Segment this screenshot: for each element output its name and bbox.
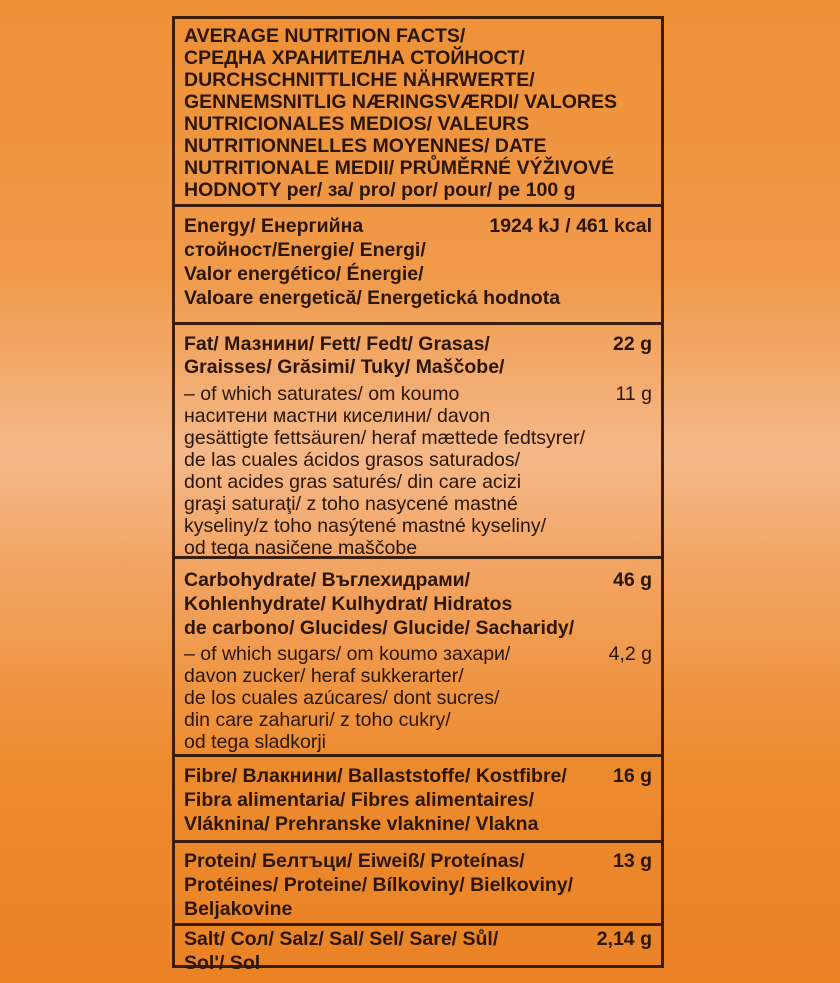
header-line: NUTRITIONNELLES MOYENNES/ DATE bbox=[184, 135, 547, 157]
header-line: СРЕДНА ХРАНИТЕЛНА СТОЙНОСТ/ bbox=[184, 47, 525, 69]
fat-label: Fat/ Мазнини/ Fett/ Fedt/ Grasas/ bbox=[184, 333, 490, 355]
fibre-value: 16 g bbox=[612, 765, 652, 787]
header-line: AVERAGE NUTRITION FACTS/ bbox=[184, 25, 466, 47]
protein-label: Protéines/ Proteine/ Bílkoviny/ Bielkoviny/ bbox=[184, 874, 574, 896]
protein-section bbox=[175, 843, 661, 926]
fat-label: Graisses/ Grăsimi/ Tuky/ Maščobe/ bbox=[184, 356, 505, 378]
salt-label: Sol'/ Sol bbox=[184, 952, 261, 974]
header-line: NUTRITIONALE MEDII/ PRŮMĚRNÉ VÝŽIVOVÉ bbox=[184, 157, 615, 179]
saturates-label: gesättigte fettsäuren/ heraf mættede fedtsyrer/ bbox=[184, 427, 586, 449]
header-line: HODNOTY per/ за/ pro/ por/ pour/ pe 100 g bbox=[184, 179, 576, 201]
nutrition-header bbox=[175, 19, 661, 207]
nutrition-table bbox=[172, 16, 664, 974]
protein-label: Beljakovine bbox=[184, 898, 293, 920]
saturates-label: kyseliny/z toho nasýtené mastné kyseliny/ bbox=[184, 515, 547, 537]
fibre-label: Vláknina/ Prehranske vlaknine/ Vlakna bbox=[184, 813, 539, 835]
header-line: GENNEMSNITLIG NÆRINGSVÆRDI/ VALORES bbox=[184, 91, 617, 113]
header-line: DURCHSCHNITTLICHE NÄHRWERTE/ bbox=[184, 69, 535, 91]
salt-label: Salt/ Сол/ Salz/ Sal/ Sel/ Sare/ Sůl/ bbox=[184, 928, 499, 950]
fat-value: 22 g bbox=[612, 333, 652, 355]
carbohydrate-section bbox=[175, 559, 661, 757]
sugars-label: davon zucker/ heraf sukkerarter/ bbox=[184, 665, 464, 687]
saturates-value: 11 g bbox=[615, 383, 652, 405]
saturates-label: de las cuales ácidos grasos saturados/ bbox=[184, 449, 521, 471]
carbohydrate-value: 46 g bbox=[612, 569, 652, 591]
energy-value: 1924 kJ / 461 kcal bbox=[489, 215, 652, 237]
sugars-label: din care zaharuri/ z toho cukry/ bbox=[184, 709, 451, 731]
carbohydrate-label: de carbono/ Glucides/ Glucide/ Sacharidy/ bbox=[184, 617, 575, 639]
protein-value: 13 g bbox=[612, 850, 652, 872]
energy-label: Valor energético/ Énergie/ bbox=[184, 263, 424, 285]
carbohydrate-label: Carbohydrate/ Въглехидрами/ bbox=[184, 569, 471, 591]
carbohydrate-label: Kohlenhydrate/ Kulhydrat/ Hidratos bbox=[184, 593, 513, 615]
saturates-label: od tega nasičene maščobe bbox=[184, 537, 418, 559]
energy-section bbox=[175, 207, 661, 325]
sugars-label: od tega sladkorji bbox=[184, 731, 327, 753]
fibre-label: Fibre/ Влакнини/ Ballaststoffe/ Kostfibre/ bbox=[184, 765, 567, 787]
header-line: NUTRICIONALES MEDIOS/ VALEURS bbox=[184, 113, 530, 135]
fibre-label: Fibra alimentaria/ Fibres alimentaires/ bbox=[184, 789, 535, 811]
salt-section bbox=[175, 926, 661, 974]
saturates-label: dont acides gras saturés/ din care acizi bbox=[184, 471, 522, 493]
fibre-section bbox=[175, 757, 661, 843]
saturates-label: наситени мастни киселини/ davon bbox=[184, 405, 491, 427]
sugars-label: – of which sugars/ om koumo захари/ bbox=[184, 643, 511, 665]
fat-section bbox=[175, 325, 661, 559]
saturates-label: – of which saturates/ om koumo bbox=[184, 383, 460, 405]
salt-value: 2,14 g bbox=[596, 928, 652, 950]
saturates-label: graşi saturaţi/ z toho nasycené mastné bbox=[184, 493, 518, 515]
sugars-value: 4,2 g bbox=[608, 643, 652, 665]
energy-label: Energy/ Енергийна bbox=[184, 215, 364, 237]
energy-label: Valoare energetică/ Energetická hodnota bbox=[184, 287, 561, 309]
energy-label: стойност/Energie/ Energi/ bbox=[184, 239, 426, 261]
protein-label: Protein/ Белтъци/ Eiweiß/ Proteínas/ bbox=[184, 850, 525, 872]
sugars-label: de los cuales azúcares/ dont sucres/ bbox=[184, 687, 500, 709]
